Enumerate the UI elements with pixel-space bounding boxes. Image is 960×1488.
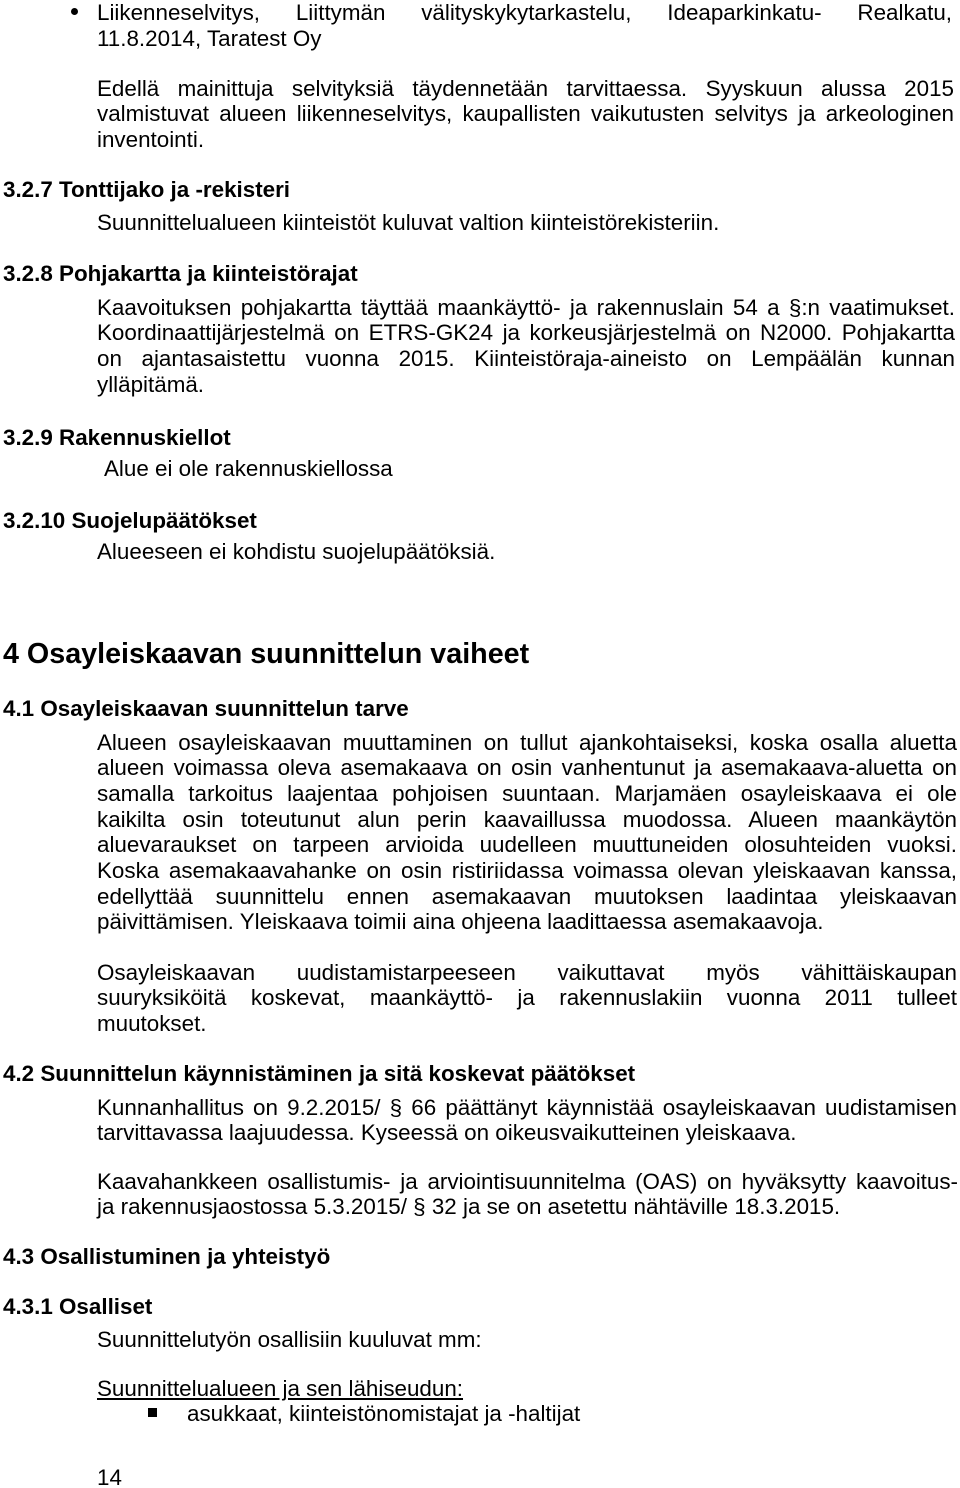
- section-paragraph-4-1-a: [97, 730, 957, 936]
- paragraph-line: Koordinaattijärjestelmä on ETRS-GK24 ja korkeusjärjestelmä on N2000. Pohjakartta: [97, 320, 955, 346]
- paragraph-line: inventointi.: [97, 126, 205, 152]
- paragraph-line: Edellä mainittuja selvityksiä täydennetään tarvittaessa. Syyskuun alussa 2015: [97, 75, 954, 101]
- section-text-3-2-9: Alue ei ole rakennuskiellossa: [104, 455, 393, 481]
- section-heading-4-1: 4.1 Osayleiskaavan suunnittelun tarve: [3, 695, 409, 721]
- paragraph-line: kaikilta osin toteutunut alun perin kaavaillussa muodossa. Alueen maankäytön: [97, 806, 957, 832]
- paragraph-line: ja rakennusjaostossa 5.3.2015/ § 32 ja se on asetettu nähtäville 18.3.2015.: [97, 1194, 841, 1220]
- intro-bullet-line: 11.8.2014, Taratest Oy: [97, 25, 322, 51]
- section-heading-4-2: 4.2 Suunnittelun käynnistäminen ja sitä koskevat päätökset: [3, 1060, 636, 1086]
- section-text-4-3-1: Suunnittelutyön osallisiin kuuluvat mm:: [97, 1326, 482, 1352]
- paragraph-line: muutokset.: [97, 1010, 207, 1036]
- square-bullet-icon: [148, 1408, 157, 1417]
- paragraph-line: ylläpitämä.: [97, 371, 205, 397]
- paragraph-line: Alueen osayleiskaavan muuttaminen on tullut ajankohtaiseksi, koska osalla aluetta: [97, 729, 957, 755]
- group-title: Suunnittelualueen ja sen lähiseudun:: [97, 1375, 464, 1401]
- paragraph-line: Kaavahankkeen osallistumis- ja arviointisuunnitelma (OAS) on hyväksytty kaavoitus-: [97, 1168, 958, 1194]
- paragraph-line: Koska asemakaavahanke on osin ristiriidassa voimassa olevan yleiskaavan kanssa,: [97, 858, 957, 884]
- intro-paragraph: [97, 76, 954, 153]
- paragraph-line: Osayleiskaavan uudistamistarpeeseen vaikuttavat myös vähittäiskaupan: [97, 959, 957, 985]
- section-paragraph-3-2-8: [97, 295, 955, 398]
- paragraph-line: suuryksiköitä koskevat, maankäyttö- ja rakennuslakiin vuonna 2011 tulleet: [97, 985, 957, 1011]
- section-paragraph-4-2-b: [97, 1169, 958, 1220]
- section-paragraph-4-1-b: [97, 960, 957, 1037]
- section-heading-3-2-9: 3.2.9 Rakennuskiellot: [3, 424, 231, 450]
- paragraph-line: alueen voimassa oleva asemakaava on osin vanhentunut ja asemakaava-aluetta on: [97, 755, 957, 781]
- paragraph-line: on ajantasaistettu vuonna 2015. Kiinteistöraja-aineisto on Lempäälän kunnan: [97, 345, 955, 371]
- page-number: 14: [97, 1465, 122, 1488]
- section-heading-4-3: 4.3 Osallistuminen ja yhteistyö: [3, 1243, 331, 1269]
- paragraph-line: edellyttää suunnittelu ennen asemakaavan muutoksen laadintaa yleiskaavan: [97, 883, 957, 909]
- paragraph-line: valmistuvat alueen liikenneselvitys, kaupallisten vaikutusten selvitys ja arkeologinen: [97, 101, 954, 127]
- paragraph-line: samalla tarkoitus laajentaa pohjoisen suuntaan. Marjamäen osayleiskaava ei ole: [97, 780, 957, 806]
- section-heading-4-3-1: 4.3.1 Osalliset: [3, 1293, 153, 1319]
- section-text-3-2-10: Alueeseen ei kohdistu suojelupäätöksiä.: [97, 538, 496, 564]
- section-paragraph-4-2-a: [97, 1095, 957, 1146]
- bullet-dot-icon: [71, 8, 78, 15]
- list-item: asukkaat, kiinteistönomistajat ja -haltijat: [187, 1400, 581, 1426]
- paragraph-line: aluevaraukset on tarpeen arvioida uudelleen muuttuneiden olosuhteiden vuoksi.: [97, 832, 957, 858]
- section-heading-3-2-8: 3.2.8 Pohjakartta ja kiinteistörajat: [3, 260, 358, 286]
- paragraph-line: Kunnanhallitus on 9.2.2015/ § 66 päättänyt käynnistää osayleiskaavan uudistamisen: [97, 1094, 957, 1120]
- paragraph-line: päivittämisen. Yleiskaava toimii aina ohjeena laadittaessa asemakaavoja.: [97, 909, 824, 935]
- intro-bullet-item: [97, 0, 952, 51]
- paragraph-line: tarvittavassa laajuudessa. Kyseessä on oikeusvaikutteinen yleiskaava.: [97, 1120, 797, 1146]
- section-text-3-2-7: Suunnittelualueen kiinteistöt kuluvat valtion kiinteistörekisteriin.: [97, 209, 720, 235]
- section-heading-3-2-10: 3.2.10 Suojelupäätökset: [3, 507, 257, 533]
- section-heading-3-2-7: 3.2.7 Tonttijako ja -rekisteri: [3, 176, 291, 202]
- chapter-heading-4: 4 Osayleiskaavan suunnittelun vaiheet: [3, 638, 530, 670]
- intro-bullet-line: Liikenneselvitys, Liittymän välityskykytarkastelu, Ideaparkinkatu- Realkatu,: [97, 0, 952, 25]
- paragraph-line: Kaavoituksen pohjakartta täyttää maankäyttö- ja rakennuslain 54 a §:n vaatimukset.: [97, 294, 955, 320]
